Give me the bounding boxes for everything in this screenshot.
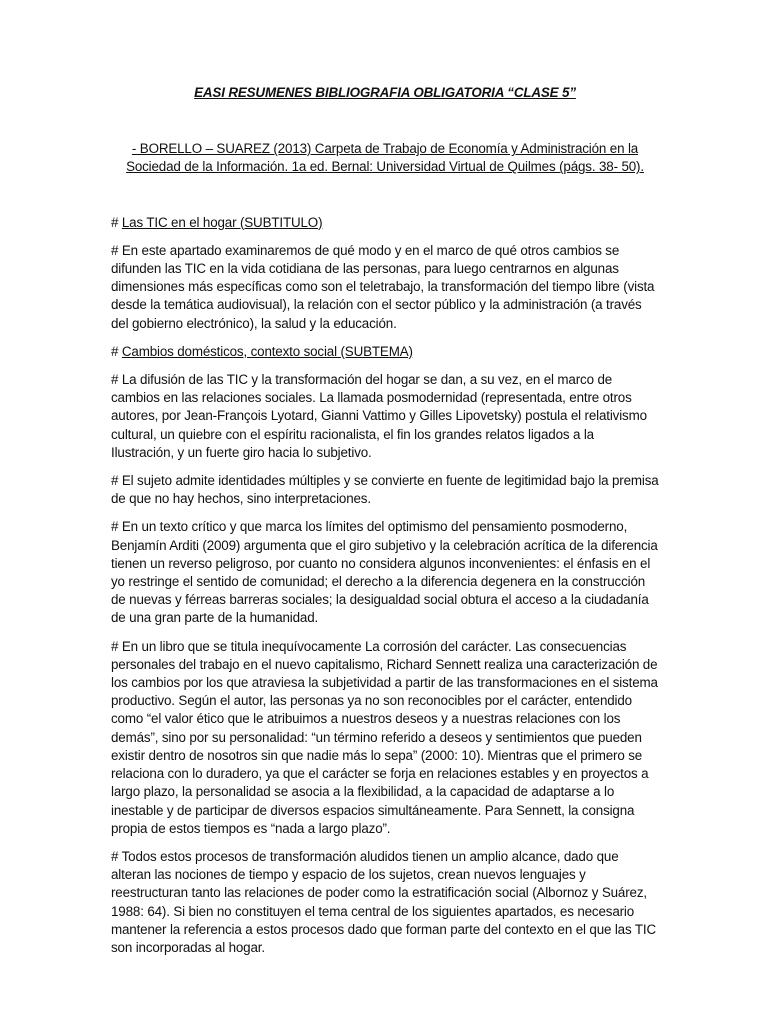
subtheme-marker: # <box>111 343 122 359</box>
body-paragraph-5: # Todos estos procesos de transformación aludidos tienen un amplio alcance, dado que alteran las nociones de tiempo y espacio de los sujetos, crean nuevos lenguajes y reestructuran tanto las relaciones de poder como la estratificación social (Albornoz y Suárez, 1988: 64). Si bien no constituyen el tema central de los siguientes apartados, es necesario mantener la referencia a estos procesos dado que forman parte del contexto en el que las TIC son incorporadas al hogar. <box>111 848 656 955</box>
document-page <box>111 84 659 957</box>
subtitle-heading: Las TIC en el hogar (SUBTITULO) <box>121 214 323 230</box>
body-paragraph-2: # El sujeto admite identidades múltiples y se convierte en fuente de legitimidad bajo la premisa de que no hay hechos, sino interpretaciones. <box>111 473 659 507</box>
body-paragraph-1: # La difusión de las TIC y la transformación del hogar se dan, a su vez, en el marco de cambios en las relaciones sociales. La llamada posmodernidad (representada, entre otros autores, por Jean-François Lyotard, Gianni Vattimo y Gilles Lipovetsky) postula el relativismo cultural, un quiebre con el espíritu racionalista, el fin los grandes relatos ligados a la Ilustración, y un fuerte giro hacia lo subjetivo. <box>111 372 647 460</box>
subtitle-marker: # <box>111 214 122 230</box>
body-paragraph-3: # En un texto crítico y que marca los límites del optimismo del pensamiento posmoderno, Benjamín Arditi (2009) argumenta que el giro subjetivo y la celebración acrítica de la diferencia tienen un reverso peligroso, por cuanto no considera algunos inconvenientes: el énfasis en el yo restringe el sentido de comunidad; el derecho a la diferencia degenera en la construcción de nuevas y férreas barreras sociales; la desigualdad social obtura el acceso a la ciudadanía de una gran parte de la humanidad. <box>111 519 658 626</box>
intro-paragraph: # En este apartado examinaremos de qué modo y en el marco de qué otros cambios se difunden las TIC en la vida cotidiana de las personas, para luego centrarnos en algunas dimensiones más específicas como son el teletrabajo, la transformación del tiempo libre (vista desde la temática audiovisual), la relación con el sector público y la administración (a través del gobierno electrónico), la salud y la educación. <box>111 242 655 331</box>
bibliographic-reference: - BORELLO – SUAREZ (2013) Carpeta de Trabajo de Economía y Administración en la Sociedad de la Información. 1a ed. Bernal: Universidad Virtual de Quilmes (págs. 38- 50). <box>126 141 644 175</box>
subtheme-heading: Cambios domésticos, contexto social (SUBTEMA) <box>121 343 413 359</box>
document-title: EASI RESUMENES BIBLIOGRAFIA OBLIGATORIA “CLASE 5” <box>194 85 576 100</box>
body-paragraph-4: # En un libro que se titula inequívocamente La corrosión del carácter. Las consecuencias personales del trabajo en el nuevo capitalismo, Richard Sennett realiza una caracterización de los cambios por los que atraviesa la subjetividad a partir de las transformaciones en el sistema productivo. Según el autor, las personas ya no son reconocibles por el carácter, entendido como “el valor ético que le atribuimos a nuestros deseos y a nuestras relaciones con los demás”, sino por su personalidad: “un término referido a deseos y sentimientos que pueden existir dentro de nosotros sin que nadie más lo sepa” (2000: 10). Mientras que el primero se relaciona con lo duradero, ya que el carácter se forja en relaciones estables y en proyectos a largo plazo, la personalidad se asocia a la flexibilidad, a la capacidad de adaptarse a lo inestable y de participar de diversos espacios simultáneamente. Para Sennett, la consigna propia de estos tiempos es “nada a largo plazo”. <box>111 638 658 836</box>
subtheme-line <box>111 343 659 361</box>
subtitle-line <box>111 214 659 232</box>
